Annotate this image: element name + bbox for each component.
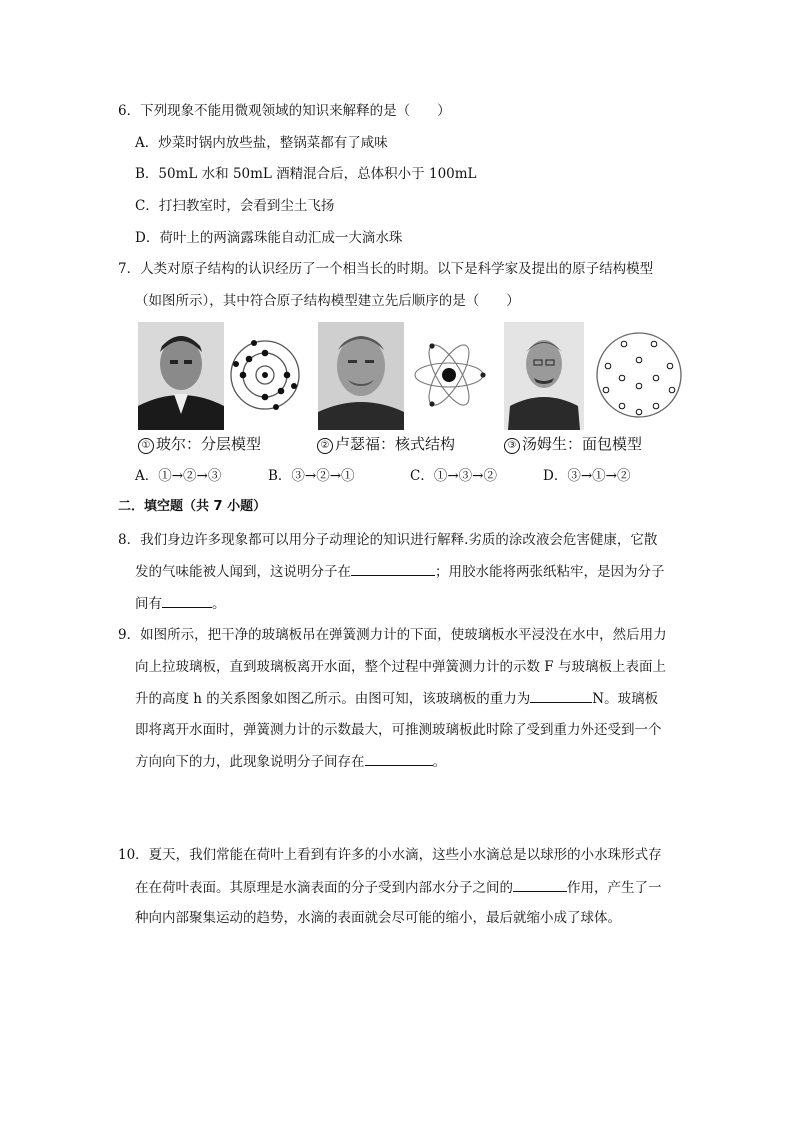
q10-text: 作用，产生了一 xyxy=(567,880,662,896)
q8-blank-1[interactable] xyxy=(351,561,435,576)
q8-text: ；用胶水能将两张纸粘牢，是因为分子 xyxy=(435,564,665,580)
q9-line4: 即将离开水面时，弹簧测力计的示数最大，可推测玻璃板此时除了受到重力外还受到一个 xyxy=(135,722,662,738)
section-heading: 二．填空题（共 7 小题） xyxy=(118,499,267,514)
q8-line2 xyxy=(135,561,665,582)
q9-line2: 向上拉玻璃板，直到玻璃板离开水面，整个过程中弹簧测力计的示数 F 与玻璃板上表面上 xyxy=(135,659,666,675)
q9-text: 升的高度 h 的关系图象如图乙所示。由图可知，该玻璃板的重力为 xyxy=(135,691,531,707)
q8-text: 。 xyxy=(212,596,226,612)
q10-line1: 10．夏天，我们常能在荷叶上看到有许多的小水滴，这些小水滴总是以球形的小水珠形式存 xyxy=(118,847,662,863)
rutherford-nuclear-model-icon xyxy=(410,336,488,414)
bohr-caption xyxy=(138,433,261,454)
bohr-portrait xyxy=(138,322,224,430)
q7-option-c: C．①→③→② xyxy=(410,468,497,484)
q9-blank-2[interactable] xyxy=(365,751,433,766)
q10-text: 在在荷叶表面。其原理是水滴表面的分子受到内部水分子之间的 xyxy=(135,880,513,896)
q8-line1: 8．我们身边许多现象都可以用分子动理论的知识进行解释.劣质的涂改液会危害健康，它散 xyxy=(118,532,658,548)
caption-text: 玻尔：分层模型 xyxy=(156,435,262,453)
atomic-models-figure xyxy=(138,322,686,457)
q9-text: 。 xyxy=(432,754,446,770)
q6-option-b: B．50mL 水和 50mL 酒精混合后，总体积小于 100mL xyxy=(135,166,477,182)
q7-stem-line2: （如图所示），其中符合原子结构模型建立先后顺序的是（ ） xyxy=(135,293,520,309)
q8-text: 间有 xyxy=(135,596,162,612)
q7-option-d: D．③→①→② xyxy=(543,468,631,484)
thomson-portrait xyxy=(504,322,584,430)
q9-blank-1[interactable] xyxy=(530,688,592,703)
bohr-shell-model-icon xyxy=(228,338,302,412)
caption-number: ③ xyxy=(504,438,520,454)
caption-number: ② xyxy=(317,438,333,454)
q9-line3 xyxy=(135,688,658,709)
rutherford-portrait xyxy=(318,322,404,430)
thomson-caption xyxy=(504,433,642,454)
q6-option-c: C．打扫教室时，会看到尘土飞扬 xyxy=(135,198,335,214)
q9-text: 方向向下的力，此现象说明分子间存在 xyxy=(135,754,365,770)
q10-line2 xyxy=(135,877,662,898)
q9-text: N。玻璃板 xyxy=(592,691,659,707)
q8-text: 发的气味能被人闻到，这说明分子在 xyxy=(135,564,351,580)
q7-option-a: A．①→②→③ xyxy=(135,468,222,484)
q6-option-d: D．荷叶上的两滴露珠能自动汇成一大滴水珠 xyxy=(135,230,403,246)
rutherford-caption xyxy=(317,433,455,454)
thomson-plum-pudding-model-icon xyxy=(594,330,684,420)
q10-line3: 种向内部聚集运动的趋势，水滴的表面就会尽可能的缩小，最后就缩小成了球体。 xyxy=(135,910,621,926)
caption-number: ① xyxy=(138,438,154,454)
q10-blank-1[interactable] xyxy=(513,877,567,892)
q9-line1: 9．如图所示，把干净的玻璃板吊在弹簧测力计的下面，使玻璃板水平浸没在水中，然后用力 xyxy=(118,627,667,643)
caption-text: 汤姆生：面包模型 xyxy=(522,435,643,453)
q6-option-a: A．炒菜时锅内放些盐，整锅菜都有了咸味 xyxy=(135,135,388,151)
q8-blank-2[interactable] xyxy=(162,593,212,608)
q9-line5 xyxy=(135,751,446,772)
q7-option-b: B．③→②→① xyxy=(268,468,355,484)
q8-line3 xyxy=(135,593,226,614)
caption-text: 卢瑟福：核式结构 xyxy=(335,435,456,453)
q6-stem: 6．下列现象不能用微观领域的知识来解释的是（ ） xyxy=(118,103,451,119)
q7-stem-line1: 7．人类对原子结构的认识经历了一个相当长的时期。以下是科学家及提出的原子结构模型 xyxy=(118,261,654,277)
